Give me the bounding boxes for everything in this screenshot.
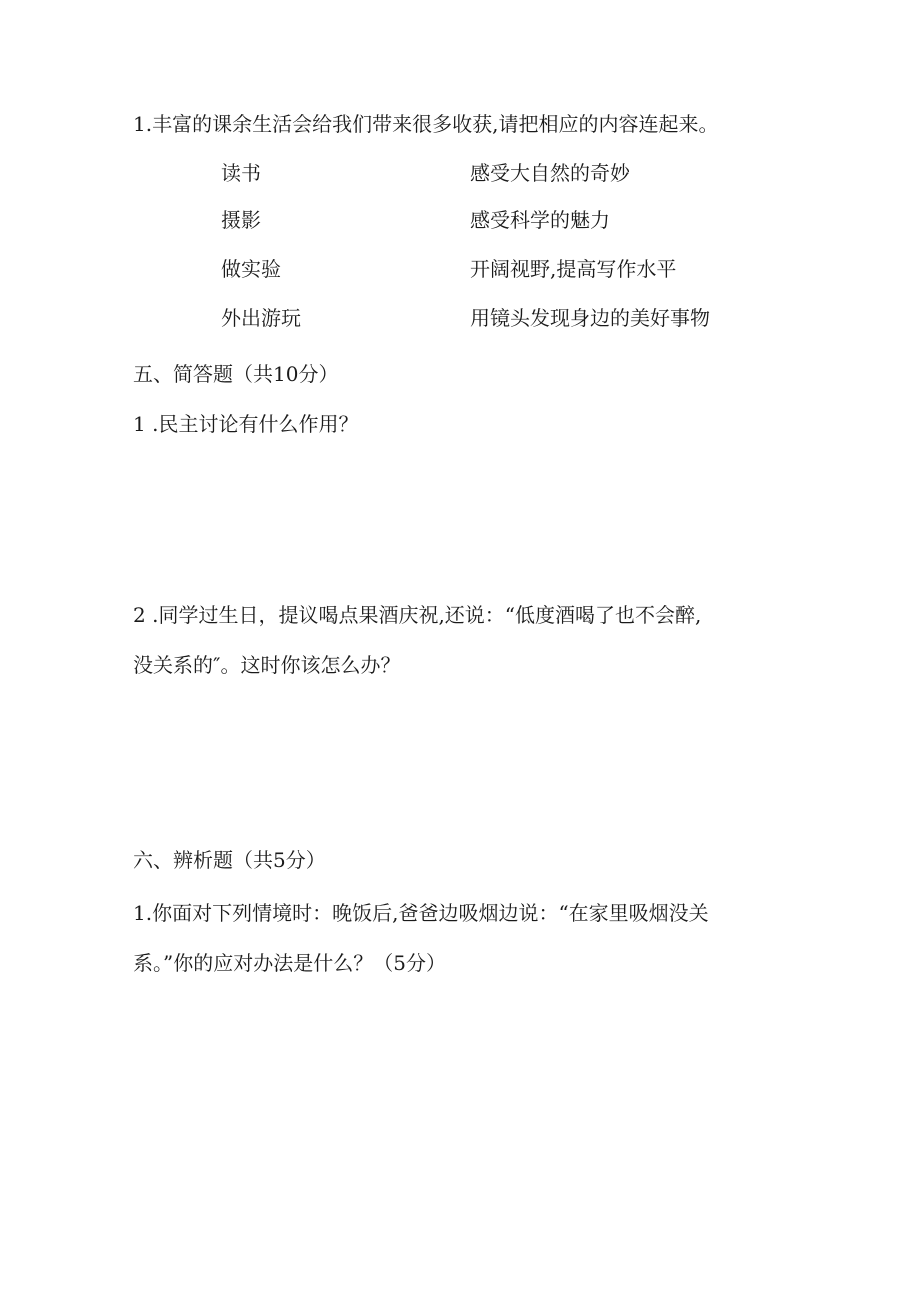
matching-left-item: 外出游玩 xyxy=(221,306,301,330)
question-democratic-discussion: 1 .民主讨论有什么作用？ xyxy=(133,412,359,436)
section-heading-analysis: 六、辨析题（共5分） xyxy=(133,848,326,872)
question-birthday-line-1: 2 .同学过生日，提议喝点果酒庆祝,还说：“低度酒喝了也不会醉, xyxy=(133,603,702,627)
matching-left-item: 读书 xyxy=(221,161,261,185)
matching-prompt: 1.丰富的课余生活会给我们带来很多收获,请把相应的内容连起来。 xyxy=(133,112,719,136)
matching-right-item: 感受大自然的奇妙 xyxy=(470,161,630,185)
matching-left-item: 摄影 xyxy=(221,208,261,232)
question-smoking-line-2: 系。”你的应对办法是什么？（5分） xyxy=(133,951,446,975)
matching-right-item: 开阔视野,提高写作水平 xyxy=(470,257,677,281)
matching-left-item: 做实验 xyxy=(221,257,281,281)
matching-right-item: 感受科学的魅力 xyxy=(470,208,610,232)
question-smoking-line-1: 1.你面对下列情境时：晚饭后,爸爸边吸烟边说：“在家里吸烟没关 xyxy=(133,901,709,925)
section-heading-short-answer: 五、简答题（共10分） xyxy=(133,362,339,386)
matching-right-item: 用镜头发现身边的美好事物 xyxy=(470,306,710,330)
question-birthday-line-2: 没关系的″。这时你该怎么办？ xyxy=(133,653,401,677)
